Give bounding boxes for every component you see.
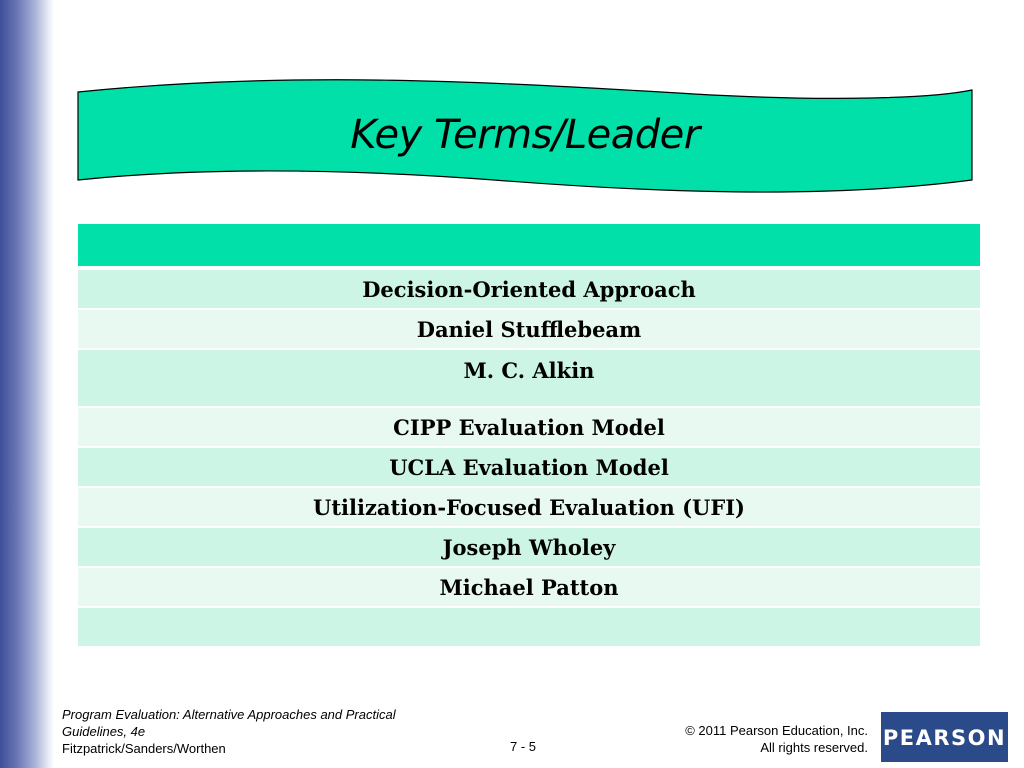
terms-table: [76, 222, 982, 648]
rights-line: All rights reserved.: [760, 740, 868, 755]
table-row: [77, 309, 981, 349]
pearson-logo-mark: [881, 712, 1008, 762]
table-row: [77, 487, 981, 527]
table-row: [77, 527, 981, 567]
left-gradient-bar: [0, 0, 54, 768]
term-cell: [77, 607, 981, 647]
table-row: [77, 567, 981, 607]
term-cell: Daniel Stufflebeam: [77, 309, 981, 349]
term-cell: Utilization-Focused Evaluation (UFI): [77, 487, 981, 527]
table-row: [77, 268, 981, 309]
footer-citation: [62, 706, 442, 757]
page-number: 7 - 5: [510, 739, 537, 754]
book-title: Program Evaluation: Alternative Approaches and Practical Guidelines, 4e: [62, 707, 396, 739]
table-row: [77, 407, 981, 447]
table-row: [77, 607, 981, 647]
term-cell: M. C. Alkin: [77, 349, 981, 407]
pearson-logo-text: PEARSON: [882, 726, 1007, 750]
table-header-cell: [77, 223, 981, 268]
slide-title: Key Terms/Leader: [350, 112, 700, 158]
term-cell: Michael Patton: [77, 567, 981, 607]
table-row: [77, 349, 981, 407]
table-row: [77, 447, 981, 487]
table-header-row: [77, 223, 981, 268]
term-cell: UCLA Evaluation Model: [77, 447, 981, 487]
copyright-notice: [685, 722, 868, 756]
pearson-logo: [881, 712, 1008, 762]
term-cell: CIPP Evaluation Model: [77, 407, 981, 447]
book-authors: Fitzpatrick/Sanders/Worthen: [62, 741, 226, 756]
copyright-line: © 2011 Pearson Education, Inc.: [685, 723, 868, 738]
term-cell: Joseph Wholey: [77, 527, 981, 567]
term-cell: Decision-Oriented Approach: [77, 268, 981, 309]
